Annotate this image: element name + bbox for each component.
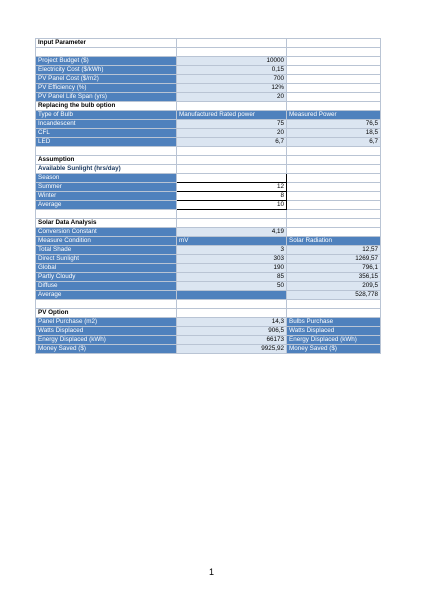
pv-value[interactable]: 14,3 [177,318,287,327]
assumption-label[interactable]: Average [36,201,177,210]
bulb-option-label[interactable]: Money Saved ($) [287,345,381,354]
section-header-bulb [36,102,381,111]
bulb-measured-power[interactable]: 76,5 [287,120,381,129]
mv-value[interactable]: 85 [177,273,287,282]
bulb-rated-power[interactable]: 75 [177,120,287,129]
input-value[interactable]: 10000 [177,57,287,66]
pv-value[interactable]: 9925,92 [177,345,287,354]
solar-header-row [36,237,381,246]
pv-label[interactable]: Watts Displaced [36,327,177,336]
section-header-solar [36,219,381,228]
solar-row[interactable] [36,246,381,255]
solar-radiation-value[interactable]: 356,15 [287,273,381,282]
spacer-row [36,210,381,219]
assumption-row[interactable] [36,201,381,210]
input-row[interactable] [36,93,381,102]
bulb-header-row [36,111,381,120]
column-header: Manufactured Rated power [177,111,287,120]
assumption-subtitle: Available Sunlight (hrs/day) [36,165,177,174]
season-value[interactable] [177,174,287,183]
input-label[interactable]: PV Efficiency (%) [36,84,177,93]
spreadsheet [35,38,381,354]
pv-row[interactable] [36,318,381,327]
assumption-label[interactable]: Summer [36,183,177,192]
section-header-assumption [36,156,381,165]
input-value[interactable]: 12% [177,84,287,93]
mv-value[interactable]: 303 [177,255,287,264]
input-row[interactable] [36,66,381,75]
solar-radiation-value[interactable]: 209,5 [287,282,381,291]
section-header-input [36,39,381,48]
section-title-input: Input Parameter [36,39,177,48]
measure-condition[interactable]: Global [36,264,177,273]
pv-value[interactable]: 66173 [177,336,287,345]
input-value[interactable]: 20 [177,93,287,102]
solar-average-row[interactable] [36,291,381,300]
bulb-measured-power[interactable]: 6,7 [287,138,381,147]
assumption-row[interactable] [36,174,381,183]
solar-radiation-value[interactable]: 796,1 [287,264,381,273]
input-label[interactable]: PV Panel Cost ($/m2) [36,75,177,84]
bulb-option-label[interactable]: Bulbs Purchase [287,318,381,327]
section-title-assumption: Assumption [36,156,177,165]
bulb-type[interactable]: Incandescent [36,120,177,129]
bulb-type[interactable]: LED [36,138,177,147]
spacer-row [36,300,381,309]
solar-radiation-value[interactable]: 12,57 [287,246,381,255]
input-label[interactable]: PV Panel Life Span (yrs) [36,93,177,102]
bulb-rated-power[interactable]: 6,7 [177,138,287,147]
mv-value[interactable]: 50 [177,282,287,291]
bulb-row[interactable] [36,120,381,129]
assumption-subtitle-row [36,165,381,174]
input-label[interactable]: Project Budget ($) [36,57,177,66]
pv-row[interactable] [36,327,381,336]
section-title-solar: Solar Data Analysis [36,219,177,228]
section-header-pv [36,309,381,318]
column-header: mV [177,237,287,246]
assumption-value[interactable]: 8 [177,192,287,201]
conversion-row[interactable] [36,228,381,237]
pv-row[interactable] [36,336,381,345]
measure-condition[interactable]: Diffuse [36,282,177,291]
column-header: Type of Bulb [36,111,177,120]
spacer-row [36,147,381,156]
section-title-bulb: Replacing the bulb option [36,102,177,111]
page-number: 1 [208,567,214,577]
bulb-rated-power[interactable]: 20 [177,129,287,138]
input-value[interactable]: 700 [177,75,287,84]
column-header: Measured Power [287,111,381,120]
assumption-value[interactable]: 10 [177,201,287,210]
pv-label[interactable]: Energy Displaced (kWh) [36,336,177,345]
conversion-value[interactable]: 4,19 [177,228,287,237]
input-label[interactable]: Electricity Cost ($/kWh) [36,66,177,75]
solar-radiation-value[interactable]: 1269,57 [287,255,381,264]
input-row[interactable] [36,75,381,84]
pv-row[interactable] [36,345,381,354]
assumption-label[interactable]: Winter [36,192,177,201]
bulb-measured-power[interactable]: 18,5 [287,129,381,138]
column-header: Solar Radiation [287,237,381,246]
conversion-label: Conversion Constant [36,228,177,237]
assumption-row[interactable] [36,192,381,201]
input-row[interactable] [36,84,381,93]
solar-row[interactable] [36,282,381,291]
solar-row[interactable] [36,264,381,273]
bulb-option-label[interactable]: Watts Displaced [287,327,381,336]
mv-value[interactable]: 190 [177,264,287,273]
mv-value[interactable]: 3 [177,246,287,255]
measure-condition[interactable]: Total Shade [36,246,177,255]
assumption-value[interactable]: 12 [177,183,287,192]
season-label: Season [36,174,177,183]
pv-label[interactable]: Money Saved ($) [36,345,177,354]
solar-row[interactable] [36,273,381,282]
bulb-row[interactable] [36,129,381,138]
bulb-option-label[interactable]: Energy Displaced (kWh) [287,336,381,345]
input-row[interactable] [36,57,381,66]
average-label: Average [36,291,177,300]
pv-value[interactable]: 906,5 [177,327,287,336]
section-title-pv: PV Option [36,309,177,318]
assumption-row[interactable] [36,183,381,192]
pv-label[interactable]: Panel Purchase (m2) [36,318,177,327]
bulb-type[interactable]: CFL [36,129,177,138]
solar-row[interactable] [36,255,381,264]
average-value[interactable]: 528,778 [287,291,381,300]
bulb-row[interactable] [36,138,381,147]
input-value[interactable]: 0,15 [177,66,287,75]
spacer-row [36,48,381,57]
measure-condition[interactable]: Direct Sunlight [36,255,177,264]
column-header: Measure Condition [36,237,177,246]
measure-condition[interactable]: Partly Cloudy [36,273,177,282]
